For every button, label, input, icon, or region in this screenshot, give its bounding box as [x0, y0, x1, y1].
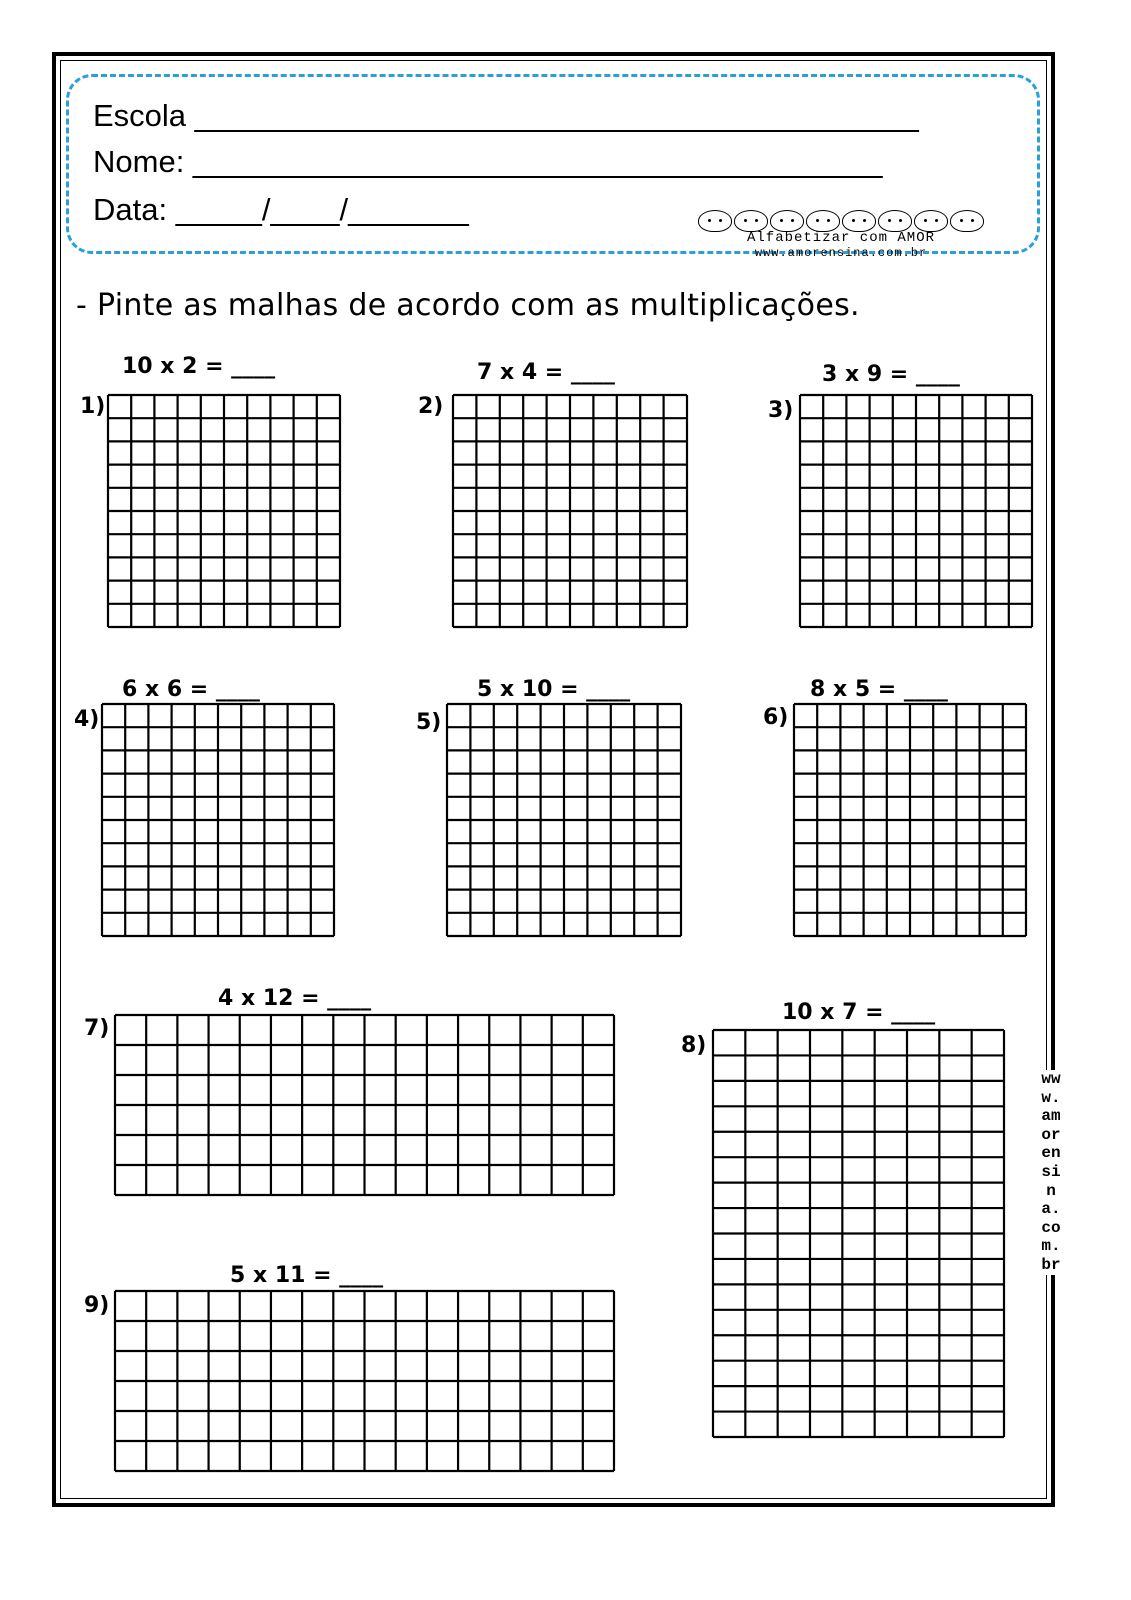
exercise-5-grid[interactable]: [447, 704, 681, 936]
date-field[interactable]: Data: _____/____/_______: [93, 192, 469, 227]
exercise-9-title: 5 x 11 = ____: [230, 1263, 384, 1288]
exercise-2-label: 2): [418, 394, 444, 419]
exercise-1-grid[interactable]: [108, 395, 340, 627]
exercise-2-grid[interactable]: [453, 395, 687, 627]
brand-logo: [676, 210, 1006, 260]
exercise-2-title: 7 x 4 = ____: [477, 360, 615, 385]
exercise-8-title: 10 x 7 = ____: [782, 1000, 936, 1025]
exercise-3-label: 3): [768, 398, 794, 423]
instruction-text: - Pinte as malhas de acordo com as multiplicações.: [76, 288, 860, 323]
logo-url: www.amorensina.com.br: [754, 246, 928, 260]
name-field[interactable]: Nome: ________________________________________: [93, 144, 883, 179]
exercise-3-title: 3 x 9 = ____: [822, 362, 960, 387]
exercise-5-title: 5 x 10 = ____: [477, 677, 631, 702]
exercise-6-label: 6): [763, 705, 789, 730]
exercise-4-label: 4): [74, 707, 100, 732]
exercise-6-grid[interactable]: [794, 704, 1026, 936]
exercise-6-title: 8 x 5 = ____: [810, 677, 948, 702]
exercise-1-label: 1): [80, 394, 106, 419]
exercise-9-label: 9): [84, 1293, 110, 1318]
exercise-7-title: 4 x 12 = ____: [218, 986, 372, 1011]
exercise-7-grid[interactable]: [115, 1015, 614, 1195]
exercise-9-grid[interactable]: [115, 1291, 614, 1471]
exercise-7-label: 7): [84, 1016, 110, 1041]
school-field[interactable]: Escola __________________________________________: [93, 98, 919, 133]
logo-title: Alfabetizar com AMOR: [746, 230, 936, 246]
side-watermark-url: www.amorensina.com.br: [1041, 1070, 1061, 1274]
exercise-5-label: 5): [416, 710, 442, 735]
exercise-1-title: 10 x 2 = ____: [122, 354, 276, 379]
exercise-4-title: 6 x 6 = ____: [122, 677, 260, 702]
exercise-8-grid[interactable]: [713, 1030, 1004, 1437]
exercise-3-grid[interactable]: [800, 395, 1032, 627]
exercise-8-label: 8): [681, 1033, 707, 1058]
exercise-4-grid[interactable]: [102, 704, 334, 936]
